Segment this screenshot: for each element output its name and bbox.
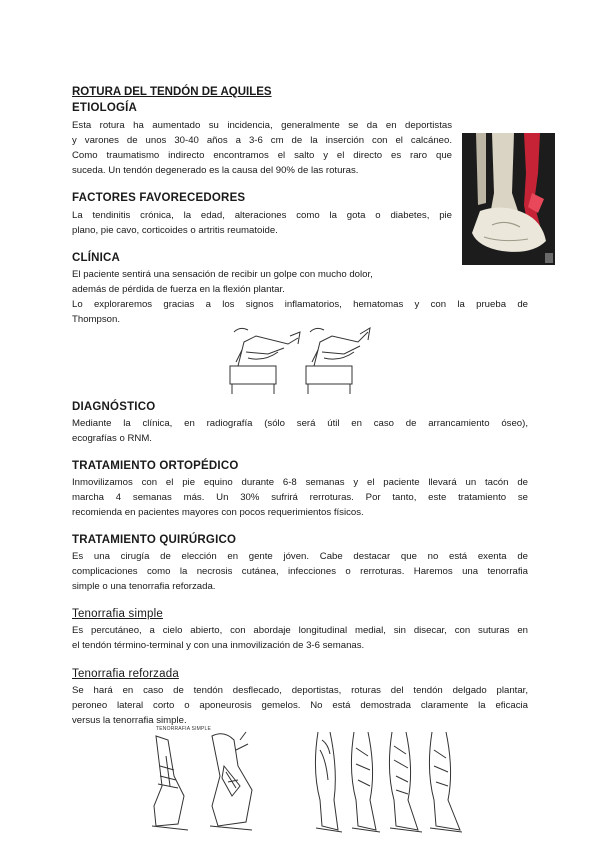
tenorrafia-simple-text [72, 623, 528, 653]
text-line: Como traumatismo indirecto encontramos el salto y el directo es raro que [72, 150, 452, 161]
diagnostico-text [72, 416, 528, 446]
text-line: Thompson. [72, 314, 120, 325]
text-line: versus la tenorrafia simple. [72, 715, 187, 726]
heading-factores: FACTORES FAVORECEDORES [72, 192, 246, 204]
text-line: recomienda en pacientes mayores con pocos requerimientos físicos. [72, 507, 364, 518]
thompson-test-illustration [228, 322, 374, 396]
clinica-text [72, 267, 528, 327]
heading-diagnostico: DIAGNÓSTICO [72, 401, 156, 413]
text-line: complicaciones como la necrosis cutánea, infecciones o rerroturas. Haremos una tenorrafia [72, 566, 528, 577]
text-line: Mediante la clínica, en radiografía (sólo será útil en caso de arrancamiento óseo), [72, 418, 528, 429]
text-line: Esta rotura ha aumentado su incidencia, generalmente se da en deportistas [72, 120, 452, 131]
factores-text [72, 208, 452, 238]
heading-etiologia: ETIOLOGÍA [72, 102, 138, 114]
quirurgico-text [72, 549, 528, 594]
text-line: La tendinitis crónica, la edad, alteraciones como la gota o diabetes, pie [72, 210, 452, 221]
heading-tenorrafia-reforzada: Tenorrafia reforzada [72, 668, 179, 680]
text-line: Lo exploraremos gracias a los signos inflamatorios, hematomas y con la prueba de [72, 299, 528, 310]
heading-ortopedico: TRATAMIENTO ORTOPÉDICO [72, 460, 239, 472]
tenorrafia-reforzada-text [72, 683, 528, 728]
text-line: Se hará en caso de tendón desflecado, deportistas, roturas del tendón delgado plantar, [72, 685, 528, 696]
text-line: marcha 4 semanas más. Un 30% sufrirá rerroturas. Por tanto, este tratamiento se [72, 492, 528, 503]
text-line: plano, pie cavo, corticoides o artritis reumatoide. [72, 225, 278, 236]
text-line: además de pérdida de fuerza en la flexión plantar. [72, 284, 285, 295]
heading-clinica: CLÍNICA [72, 252, 121, 264]
ortopedico-text [72, 475, 528, 520]
page-title: ROTURA DEL TENDÓN DE AQUILES [72, 86, 272, 98]
text-line: Es percutáneo, a cielo abierto, con abordaje longitudinal medial, sin disecar, con suturas en [72, 625, 528, 636]
ankle-tendon-image [462, 133, 555, 265]
heading-tenorrafia-simple: Tenorrafia simple [72, 608, 163, 620]
etiologia-text [72, 118, 452, 178]
surgery-caption: TENORRAFIA SIMPLE [156, 726, 212, 732]
text-line: peroneo lateral corto o aponeurosis gemelos. No está demostrada claramente la eficacia [72, 700, 528, 711]
text-line: el tendón término-terminal y con una inmovilización de 3-6 semanas. [72, 640, 365, 651]
leg-anatomy-illustration [308, 730, 464, 836]
text-line: ecografías o RNM. [72, 433, 152, 444]
text-line: simple o una tenorrafia reforzada. [72, 581, 216, 592]
heading-quirurgico: TRATAMIENTO QUIRÚRGICO [72, 534, 237, 546]
text-line: y varones de unos 30-40 años a 3-6 cm de la inserción con el calcáneo. [72, 135, 452, 146]
text-line: Es una cirugía de elección en gente jóven. Cabe destacar que no está exenta de [72, 551, 528, 562]
surgery-technique-diagram [148, 726, 264, 836]
text-line: El paciente sentirá una sensación de recibir un golpe con mucho dolor, [72, 269, 373, 280]
text-line: suceda. Un tendón degenerado es la causa del 90% de las roturas. [72, 165, 359, 176]
text-line: Inmovilizamos con el pie equino durante 6-8 semanas y el paciente llevará un tacón de [72, 477, 528, 488]
